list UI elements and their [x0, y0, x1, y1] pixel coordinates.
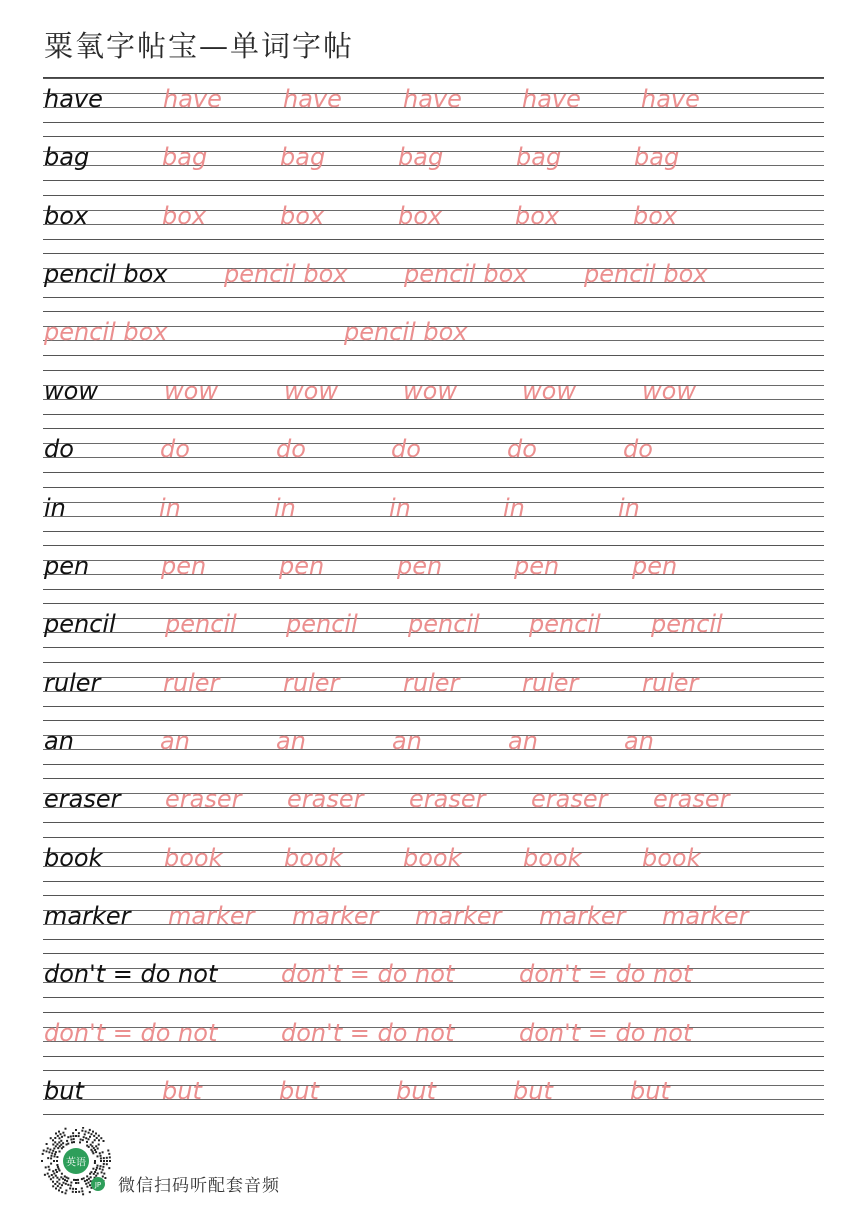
guide-line — [43, 778, 824, 779]
trace-word: pencil — [165, 610, 237, 638]
trace-word: wow — [522, 377, 576, 405]
guide-line — [43, 370, 824, 371]
trace-word: ruler — [403, 669, 460, 697]
trace-word: have — [163, 85, 222, 113]
guide-line — [43, 122, 824, 123]
trace-word: pencil — [408, 610, 480, 638]
trace-word: but — [162, 1077, 202, 1105]
guide-line — [43, 720, 824, 721]
page-title: 粟氧字帖宝—单词字帖 — [44, 29, 355, 63]
trace-word: pen — [397, 552, 443, 580]
trace-word: eraser — [287, 785, 364, 813]
model-word: book — [44, 844, 103, 872]
trace-word: do — [623, 435, 653, 463]
trace-word: pencil — [529, 610, 601, 638]
trace-word: book — [523, 844, 582, 872]
guide-line — [43, 487, 824, 488]
guide-line — [43, 1070, 824, 1071]
qr-center-label: 英语 — [66, 1157, 86, 1169]
trace-word: wow — [164, 377, 218, 405]
guide-line — [43, 1114, 824, 1115]
guide-line — [43, 355, 824, 356]
trace-word: in — [159, 494, 181, 522]
trace-word: wow — [403, 377, 457, 405]
trace-word: don't = do not — [44, 1019, 218, 1047]
trace-word: don't = do not — [519, 960, 693, 988]
model-word: an — [44, 727, 74, 755]
trace-word: bag — [280, 143, 326, 171]
trace-word: don't = do not — [281, 1019, 455, 1047]
trace-word: don't = do not — [281, 960, 455, 988]
trace-word: in — [503, 494, 525, 522]
trace-word: wow — [642, 377, 696, 405]
guide-line — [43, 706, 824, 707]
trace-word: don't = do not — [519, 1019, 693, 1047]
trace-word: book — [403, 844, 462, 872]
trace-word: pen — [161, 552, 207, 580]
guide-line — [43, 997, 824, 998]
model-word: do — [44, 435, 74, 463]
trace-word: marker — [539, 902, 626, 930]
trace-word: in — [274, 494, 296, 522]
guide-line — [43, 589, 824, 590]
guide-line — [43, 545, 824, 546]
trace-word: have — [283, 85, 342, 113]
trace-word: pencil box — [44, 318, 168, 346]
trace-word: eraser — [409, 785, 486, 813]
guide-line — [43, 253, 824, 254]
trace-word: an — [160, 727, 190, 755]
trace-word: eraser — [531, 785, 608, 813]
trace-word: in — [389, 494, 411, 522]
trace-word: bag — [516, 143, 562, 171]
guide-line — [43, 195, 824, 196]
guide-line — [43, 1056, 824, 1057]
model-word: box — [44, 202, 89, 230]
trace-word: pencil — [286, 610, 358, 638]
trace-word: bag — [634, 143, 680, 171]
trace-word: have — [641, 85, 700, 113]
trace-word: box — [633, 202, 678, 230]
trace-word: but — [279, 1077, 319, 1105]
trace-word: ruler — [163, 669, 220, 697]
guide-line — [43, 531, 824, 532]
trace-word: box — [280, 202, 325, 230]
trace-word: but — [396, 1077, 436, 1105]
guide-line — [43, 647, 824, 648]
guide-line — [43, 78, 824, 79]
trace-word: eraser — [653, 785, 730, 813]
trace-word: box — [515, 202, 560, 230]
model-word: don't = do not — [44, 960, 218, 988]
guide-line — [43, 953, 824, 954]
guide-line — [43, 881, 824, 882]
trace-word: book — [284, 844, 343, 872]
trace-word: marker — [415, 902, 502, 930]
trace-word: ruler — [283, 669, 340, 697]
trace-word: marker — [292, 902, 379, 930]
model-word: pen — [44, 552, 90, 580]
guide-line — [43, 603, 824, 604]
footer-caption: 微信扫码听配套音频 — [118, 1176, 280, 1196]
model-word: have — [44, 85, 103, 113]
trace-word: do — [391, 435, 421, 463]
guide-line — [43, 311, 824, 312]
model-word: pencil — [44, 610, 116, 638]
guide-line — [43, 297, 824, 298]
guide-line — [43, 895, 824, 896]
model-word: in — [44, 494, 66, 522]
trace-word: wow — [284, 377, 338, 405]
trace-word: pen — [279, 552, 325, 580]
guide-line — [43, 472, 824, 473]
trace-word: do — [507, 435, 537, 463]
guide-line — [43, 764, 824, 765]
model-word: eraser — [44, 785, 121, 813]
trace-word: bag — [162, 143, 208, 171]
guide-line — [43, 662, 824, 663]
trace-word: ruler — [522, 669, 579, 697]
trace-word: an — [508, 727, 538, 755]
model-word: wow — [44, 377, 98, 405]
trace-word: do — [276, 435, 306, 463]
trace-word: ruler — [642, 669, 699, 697]
trace-word: book — [642, 844, 701, 872]
trace-word: have — [522, 85, 581, 113]
model-word: ruler — [44, 669, 101, 697]
model-word: pencil box — [44, 260, 168, 288]
guide-line — [43, 822, 824, 823]
trace-word: pencil box — [404, 260, 528, 288]
trace-word: but — [513, 1077, 553, 1105]
trace-word: pencil box — [344, 318, 468, 346]
trace-word: pencil box — [224, 260, 348, 288]
guide-line — [43, 1012, 824, 1013]
trace-word: but — [630, 1077, 670, 1105]
guide-line — [43, 239, 824, 240]
trace-word: pen — [632, 552, 678, 580]
trace-word: do — [160, 435, 190, 463]
guide-line — [43, 428, 824, 429]
trace-word: an — [276, 727, 306, 755]
qr-code-icon[interactable] — [40, 1127, 112, 1199]
trace-word: pencil — [651, 610, 723, 638]
model-word: bag — [44, 143, 90, 171]
guide-line — [43, 136, 824, 137]
trace-word: book — [164, 844, 223, 872]
trace-word: box — [398, 202, 443, 230]
guide-line — [43, 180, 824, 181]
trace-word: in — [618, 494, 640, 522]
trace-word: an — [392, 727, 422, 755]
model-word: marker — [44, 902, 131, 930]
trace-word: have — [403, 85, 462, 113]
trace-word: pencil box — [584, 260, 708, 288]
model-word: but — [44, 1077, 84, 1105]
guide-line — [43, 414, 824, 415]
trace-word: pen — [514, 552, 560, 580]
trace-word: marker — [662, 902, 749, 930]
guide-line — [43, 939, 824, 940]
guide-line — [43, 837, 824, 838]
trace-word: eraser — [165, 785, 242, 813]
qr-corner-label: JP — [94, 1181, 102, 1189]
trace-word: an — [624, 727, 654, 755]
trace-word: bag — [398, 143, 444, 171]
trace-word: box — [162, 202, 207, 230]
trace-word: marker — [168, 902, 255, 930]
